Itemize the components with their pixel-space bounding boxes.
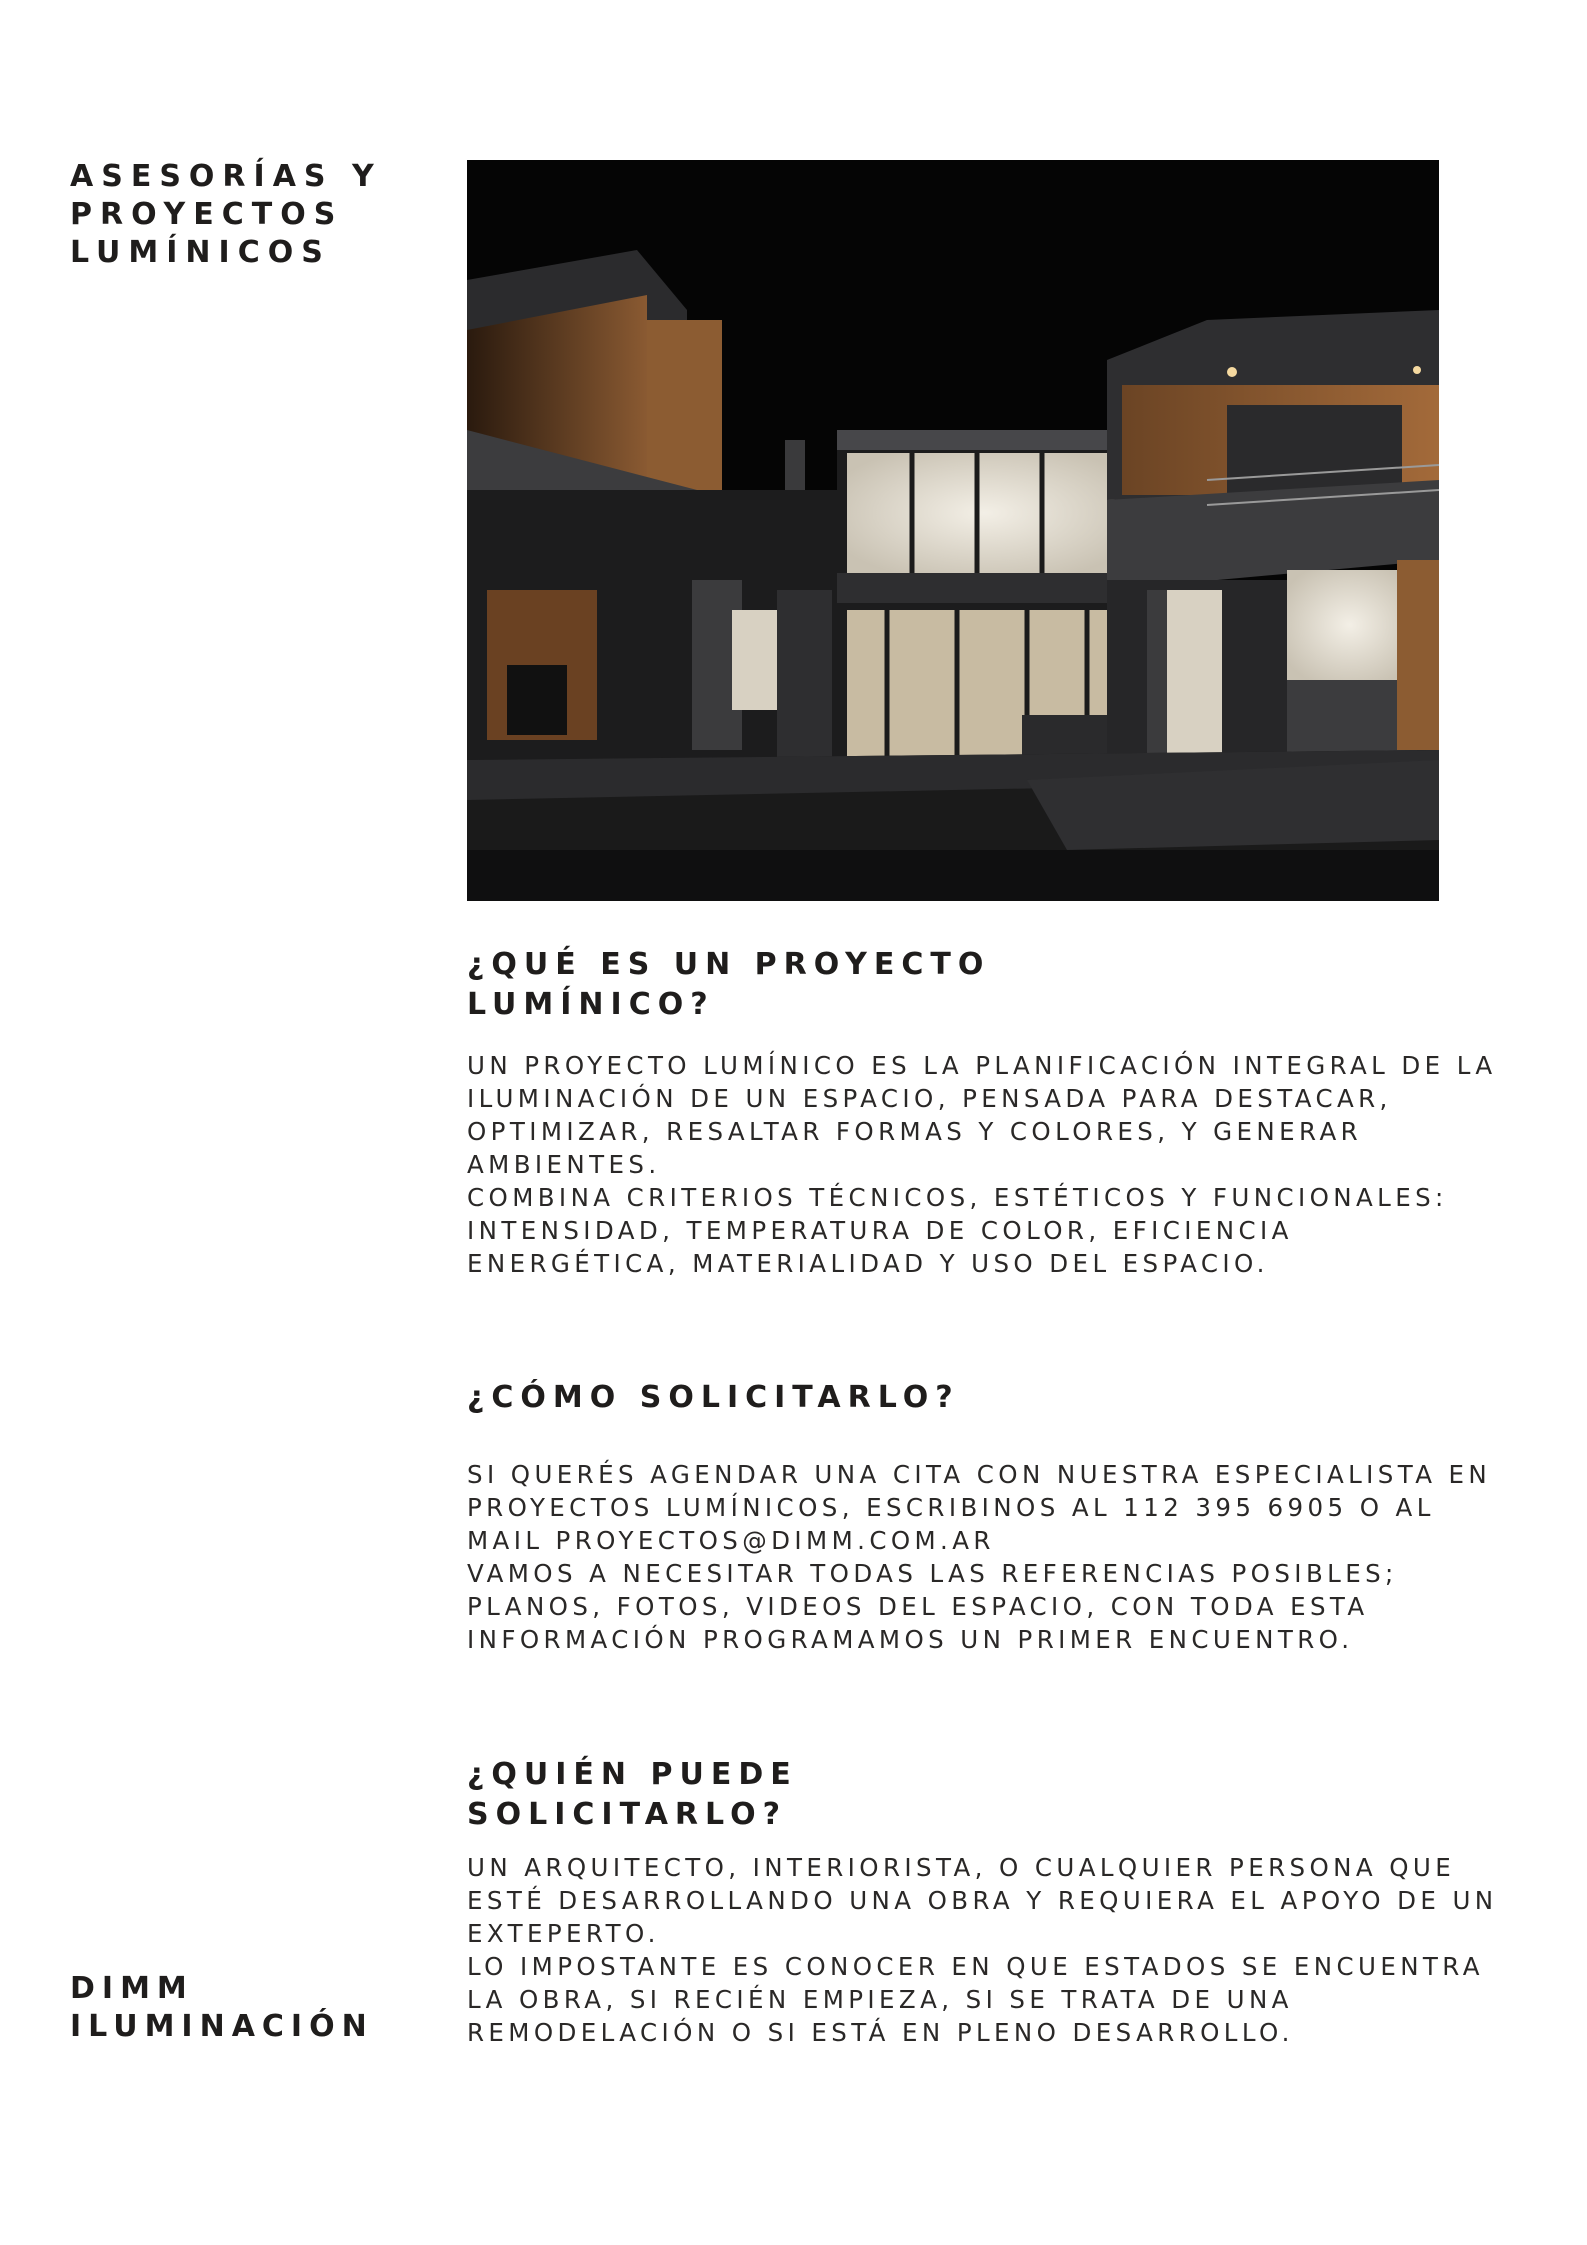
section-body: SI QUERÉS AGENDAR UNA CITA CON NUESTRA ESPECIALISTA EN PROYECTOS LUMÍNICOS, ESCRIBINOS AL 112 395 6905 O AL MAIL PROYECTOS@DIMM.COM.AR VAMOS A NECESITAR TODAS LAS REFERENCIAS POSIBLES; PLANOS, FOTOS, VIDEOS DEL ESPACIO, CON TODA ESTA INFORMACIÓN PROGRAMAMOS UN PRIMER ENCUENTRO. [467, 1460, 1492, 1654]
section-how-to-request [467, 1378, 1527, 1656]
sidebar-title: ASESORÍAS Y PROYECTOS LUMÍNICOS [70, 159, 382, 270]
section-who-can-request [467, 1755, 1527, 2049]
section-heading: ¿QUÉ ES UN PROYECTO LUMÍNICO? [467, 947, 991, 1022]
brand-name: DIMM ILUMINACIÓN [70, 1971, 374, 2044]
section-body: UN PROYECTO LUMÍNICO ES LA PLANIFICACIÓN INTEGRAL DE LA ILUMINACIÓN DE UN ESPACIO, PENSADA PARA DESTACAR, OPTIMIZAR, RESALTAR FORMAS Y COLORES, Y GENERAR AMBIENTES. COMBINA CRITERIOS TÉCNICOS, ESTÉTICOS Y FUNCIONALES: INTENSIDAD, TEMPERATURA DE COLOR, EFICIENCIA ENERGÉTICA, MATERIALIDAD Y USO DEL ESPACIO. [467, 1051, 1497, 1278]
section-heading: ¿CÓMO SOLICITARLO? [467, 1380, 960, 1415]
section-body: UN ARQUITECTO, INTERIORISTA, O CUALQUIER PERSONA QUE ESTÉ DESARROLLANDO UNA OBRA Y REQUIERA EL APOYO DE UN EXTEPERTO. LO IMPOSTANTE ES CONOCER EN QUE ESTADOS SE ENCUENTRA LA OBRA, SI RECIÉN EMPIEZA, SI SE TRATA DE UNA REMODELACIÓN O SI ESTÁ EN PLENO DESARROLLO. [467, 1853, 1498, 2047]
house-night-photo [467, 160, 1439, 901]
house-illustration [467, 160, 1439, 901]
section-what-is [467, 945, 1527, 1280]
section-heading: ¿QUIÉN PUEDE SOLICITARLO? [467, 1757, 798, 1832]
